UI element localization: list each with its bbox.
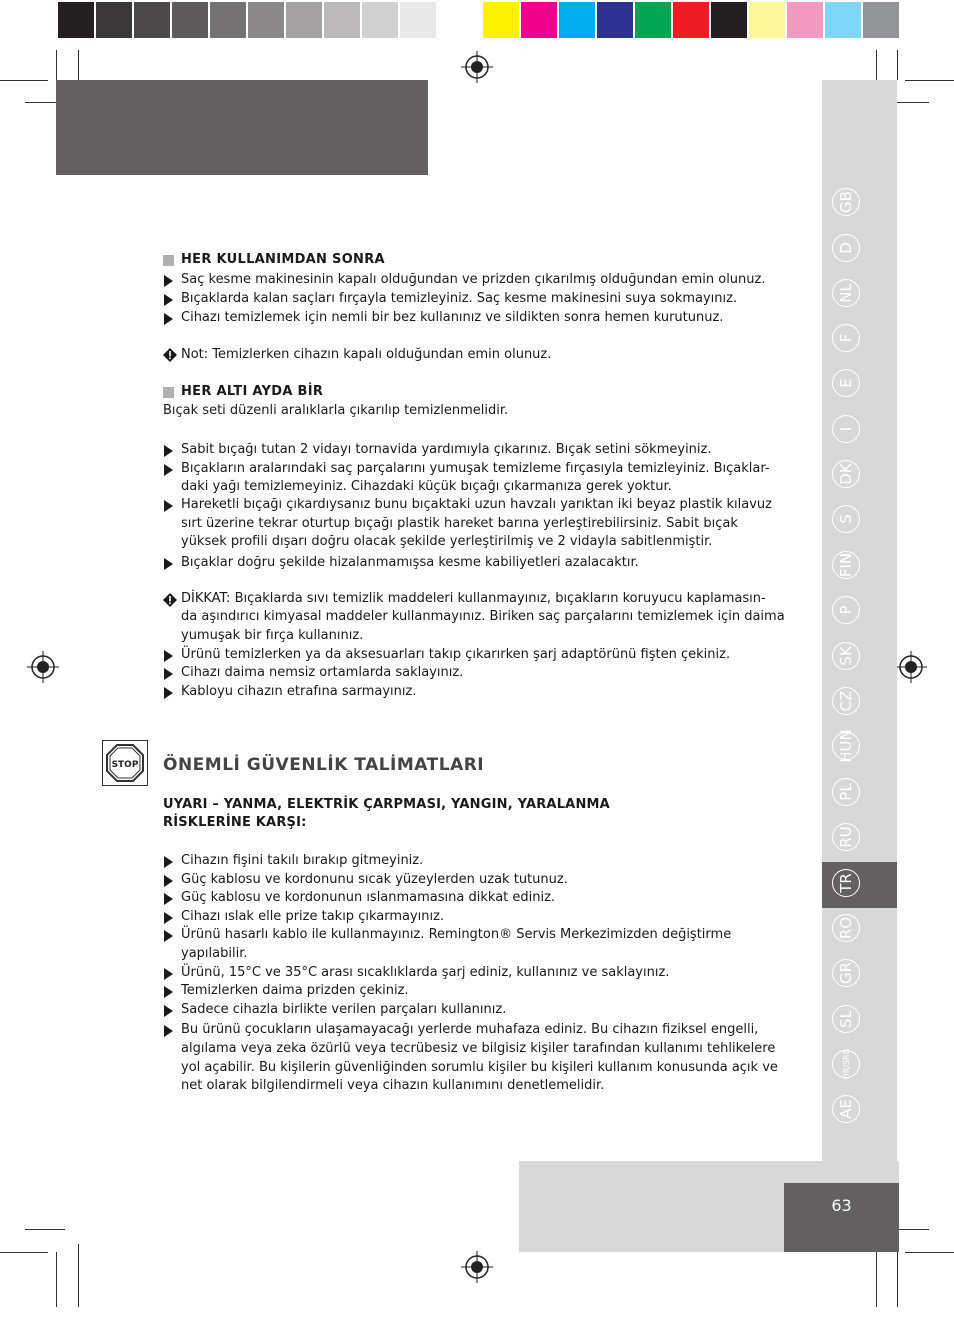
language-tab-hun[interactable]: HUN xyxy=(832,732,860,760)
caution-text-continued: da aşındırıcı kimyasal maddeler kullanmayınız. Biriken saç parçalarını temizlemek için daima xyxy=(181,609,785,624)
list-item: Ürünü hasarlı kablo ile kullanmayınız. Remington® Servis Merkezimizden değiştirme xyxy=(181,927,732,943)
crop-mark xyxy=(897,50,898,80)
list-item: Kabloyu cihazın etrafına sarmayınız. xyxy=(181,684,417,699)
bullet-arrow-icon xyxy=(164,275,173,287)
list-item: Güç kablosu ve kordonunun ıslanmamasına dikkat ediniz. xyxy=(181,890,556,906)
warning-diamond-icon xyxy=(163,593,177,607)
color-swatch xyxy=(673,2,709,38)
stop-sign-label: STOP xyxy=(111,760,139,770)
color-swatch xyxy=(559,2,595,38)
crop-mark xyxy=(25,1229,65,1230)
grey-swatch xyxy=(134,2,170,38)
crop-mark xyxy=(905,80,954,81)
safety-heading: ÖNEMLİ GÜVENLİK TALİMATLARI xyxy=(163,755,485,775)
list-item: Bu ürünü çocukların ulaşamayacağı yerlerde muhafaza ediniz. Bu cihazın fiziksel engelli, xyxy=(181,1022,759,1038)
bullet-arrow-icon xyxy=(164,875,173,887)
color-swatch xyxy=(787,2,823,38)
bullet-arrow-icon xyxy=(164,668,173,680)
color-swatch xyxy=(521,2,557,38)
color-swatch xyxy=(483,2,519,38)
list-item-continued: net olarak bilgilendirmeli veya cihazın kullanımını denetlemelidir. xyxy=(181,1078,605,1094)
grey-swatch-bar xyxy=(58,2,476,38)
language-tab-cz[interactable]: CZ xyxy=(832,687,860,715)
caution-text: DİKKAT: Bıçaklarda sıvı temizlik maddeleri kullanmayınız, bıçakların koruyucu kaplamasın- xyxy=(181,591,766,606)
language-tab-pl[interactable]: PL xyxy=(832,778,860,806)
registration-mark-icon xyxy=(895,651,927,683)
language-tab-e[interactable]: E xyxy=(832,369,860,397)
color-swatch xyxy=(711,2,747,38)
list-item: Bıçaklarda kalan saçları fırçayla temizleyiniz. Saç kesme makinesini suya sokmayınız. xyxy=(181,291,738,306)
stop-sign-frame xyxy=(102,740,148,786)
list-item-continued: yüksek profili dışarı doğru olacak şekilde yerleştirilmiş ve 2 vidayla sabitlenmiştir. xyxy=(181,534,713,549)
grey-swatch xyxy=(400,2,436,38)
section-heading-six-months: HER ALTI AYDA BİR xyxy=(181,384,324,399)
bullet-arrow-icon xyxy=(164,1005,173,1017)
color-swatch xyxy=(597,2,633,38)
crop-mark xyxy=(897,1252,898,1307)
caution-text-continued: yumuşak bir fırça kullanınız. xyxy=(181,628,364,643)
bullet-arrow-icon xyxy=(164,313,173,325)
registration-mark-icon xyxy=(461,1251,493,1283)
bullet-arrow-icon xyxy=(164,558,173,570)
list-item: Cihazı daima nemsiz ortamlarda saklayınız. xyxy=(181,665,464,680)
warning-heading-continued: RİSKLERİNE KARŞI: xyxy=(163,815,307,830)
list-item: Ürünü, 15°C ve 35°C arası sıcaklıklarda şarj ediniz, kullanınız ve saklayınız. xyxy=(181,964,670,980)
list-item: Bıçaklar doğru şekilde hizalanmamışsa kesme kabiliyetleri azalacaktır. xyxy=(181,555,639,570)
grey-swatch xyxy=(210,2,246,38)
list-item-continued: sırt üzerine tekrar oturtup bıçağı plastik hareket barına yerleştirebilirsiniz. Sabit bıçak xyxy=(181,516,738,531)
language-tab-hr-srb[interactable]: HR/SRB xyxy=(832,1050,860,1078)
stop-sign-icon xyxy=(103,741,147,785)
color-swatch xyxy=(749,2,785,38)
warning-heading: UYARI – YANMA, ELEKTRİK ÇARPMASI, YANGIN, YARALANMA xyxy=(163,797,610,812)
language-tab-gr[interactable]: GR xyxy=(832,959,860,987)
list-item: Cihazın fişini takılı bırakıp gitmeyiniz. xyxy=(181,853,424,868)
list-item-continued: yol açabilir. Bu kişilerin güvenliğinden sorumlu kişiler bu kişileri kullanım konusunda açık ve xyxy=(181,1059,778,1075)
color-swatch xyxy=(863,2,899,38)
grey-swatch xyxy=(286,2,322,38)
language-tab-sl[interactable]: SL xyxy=(832,1005,860,1033)
bullet-arrow-icon xyxy=(164,893,173,905)
language-tab-s[interactable]: S xyxy=(832,505,860,533)
language-tab-tr[interactable]: TR xyxy=(832,869,860,897)
color-swatch-bar xyxy=(483,2,901,38)
language-tab-dk[interactable]: DK xyxy=(832,460,860,488)
section-marker xyxy=(163,255,174,266)
grey-swatch xyxy=(58,2,94,38)
bullet-arrow-icon xyxy=(164,687,173,699)
bullet-arrow-icon xyxy=(164,650,173,662)
crop-mark xyxy=(56,1252,57,1307)
bullet-arrow-icon xyxy=(164,445,173,457)
list-item: Hareketli bıçağı çıkardıysanız bunu bıçaktaki uzun havzalı yarıktan iki beyaz plastik kılavuz xyxy=(181,497,772,512)
bullet-arrow-icon xyxy=(164,500,173,512)
color-swatch xyxy=(825,2,861,38)
language-tab-f[interactable]: F xyxy=(832,324,860,352)
language-tab-nl[interactable]: NL xyxy=(832,279,860,307)
grey-swatch xyxy=(248,2,284,38)
language-tab-ae[interactable]: AE xyxy=(832,1095,860,1123)
language-tab-d[interactable]: D xyxy=(832,234,860,262)
list-item: Ürünü temizlerken ya da aksesuarları takıp çıkarırken şarj adaptörünü fişten çekiniz. xyxy=(181,647,731,662)
list-item: Güç kablosu ve kordonunu sıcak yüzeylerden uzak tutunuz. xyxy=(181,871,568,887)
list-item-continued: daki yağı temizlemeyiniz. Cihazdaki küçük bıçağı çıkarmanıza gerek yoktur. xyxy=(181,479,672,494)
list-item: Cihazı temizlemek için nemli bir bez kullanınız ve sildikten sonra hemen kurutunuz. xyxy=(181,310,724,325)
section-heading-after-use: HER KULLANIMDAN SONRA xyxy=(181,252,385,267)
bullet-arrow-icon xyxy=(164,912,173,924)
list-item: Bıçakların aralarındaki saç parçalarını yumuşak temizleme fırçasıyla temizleyiniz. Bıçaklar- xyxy=(181,461,770,476)
crop-mark xyxy=(78,1244,79,1307)
intro-text: Bıçak seti düzenli aralıklarla çıkarılıp temizlenmelidir. xyxy=(163,403,509,418)
crop-mark xyxy=(905,1252,954,1253)
bullet-arrow-icon xyxy=(164,294,173,306)
grey-swatch xyxy=(172,2,208,38)
bullet-arrow-icon xyxy=(164,968,173,980)
grey-swatch xyxy=(324,2,360,38)
list-item-continued: yapılabilir. xyxy=(181,946,248,961)
language-tab-i[interactable]: I xyxy=(832,415,860,443)
list-item: Sadece cihazla birlikte verilen parçaları kullanınız. xyxy=(181,1001,507,1017)
language-tab-ro[interactable]: RO xyxy=(832,914,860,942)
list-item: Cihazı ıslak elle prize takıp çıkarmayınız. xyxy=(181,908,445,924)
registration-mark-icon xyxy=(461,51,493,83)
grey-swatch xyxy=(362,2,398,38)
crop-mark xyxy=(56,50,57,80)
crop-mark xyxy=(0,80,48,81)
bullet-arrow-icon xyxy=(164,986,173,998)
list-item: Temizlerken daima prizden çekiniz. xyxy=(181,983,409,999)
section-marker xyxy=(163,387,174,398)
warning-diamond-icon xyxy=(163,348,177,362)
list-item: Sabit bıçağı tutan 2 vidayı tornavida yardımıyla çıkarınız. Bıçak setini sökmeyiniz. xyxy=(181,442,712,457)
crop-mark xyxy=(0,1252,48,1253)
bullet-arrow-icon xyxy=(164,464,173,476)
color-swatch xyxy=(635,2,671,38)
language-tab-ru[interactable]: RU xyxy=(832,823,860,851)
language-tab-sk[interactable]: SK xyxy=(832,642,860,670)
crop-mark xyxy=(876,1244,877,1307)
language-tab-p[interactable]: P xyxy=(832,596,860,624)
page-number: 63 xyxy=(784,1183,899,1252)
bullet-arrow-icon xyxy=(164,930,173,942)
list-item: Saç kesme makinesinin kapalı olduğundan ve prizden çıkarılmış olduğundan emin olunuz. xyxy=(181,272,766,287)
grey-swatch xyxy=(96,2,132,38)
grey-swatch xyxy=(438,2,474,38)
bullet-arrow-icon xyxy=(164,856,173,868)
registration-mark-icon xyxy=(27,651,59,683)
language-tab-gb[interactable]: GB xyxy=(832,188,860,216)
note-text: Not: Temizlerken cihazın kapalı olduğundan emin olunuz. xyxy=(181,347,552,362)
bullet-arrow-icon xyxy=(164,1025,173,1037)
list-item-continued: algılama veya zeka özürlü veya tecrübesiz ve bilgisiz kişiler tarafından kullanımı tehlikelere xyxy=(181,1041,776,1056)
header-band xyxy=(56,80,428,175)
language-tab-fin[interactable]: FIN xyxy=(832,551,860,579)
